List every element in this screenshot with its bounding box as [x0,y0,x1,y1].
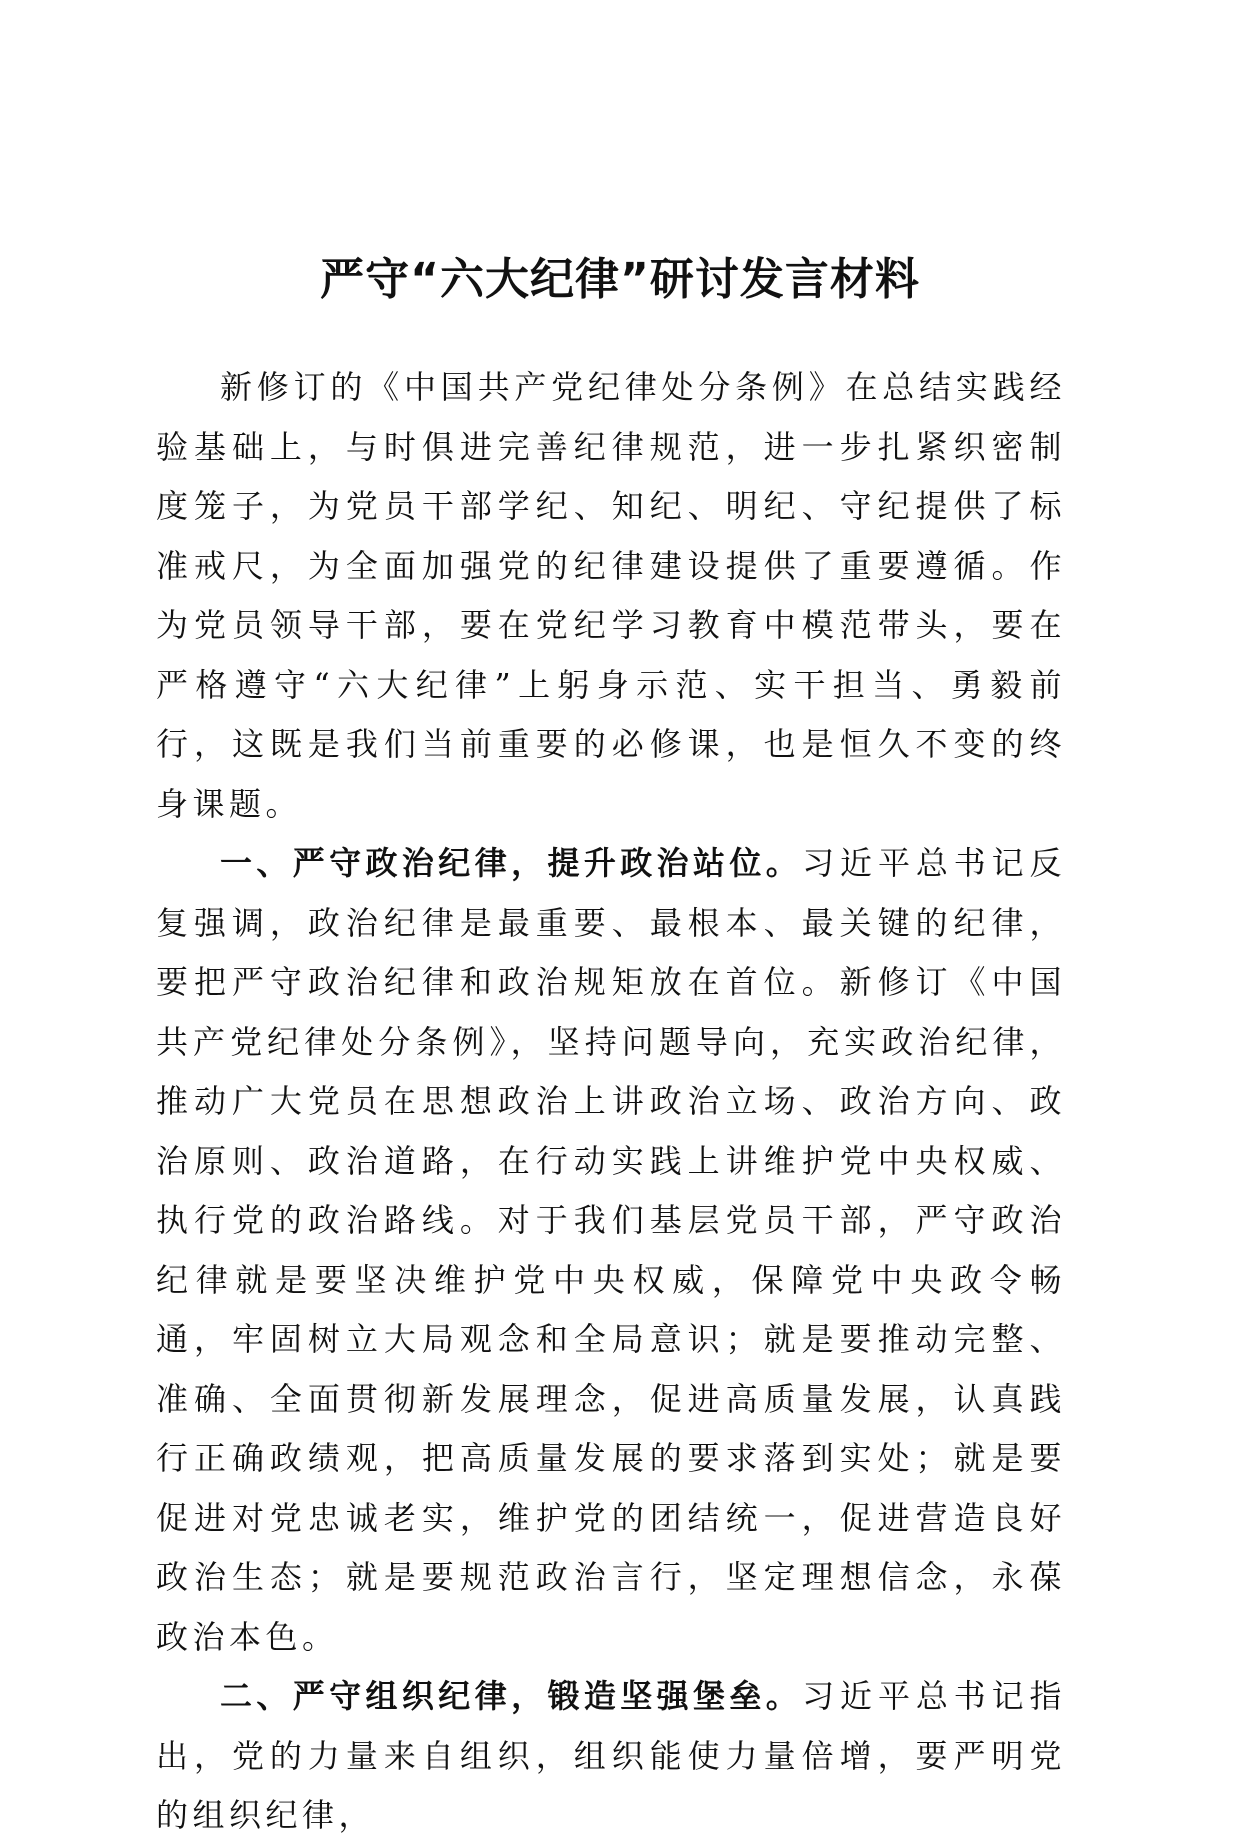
section-heading-1: 一、严守政治纪律，提升政治站位。 [220,844,803,882]
document-body [156,358,1156,1846]
intro-paragraph: 新修订的《中国共产党纪律处分条例》在总结实践经验基础上，与时俱进完善纪律规范，进一步扎紧织密制度笼子，为党员干部学纪、知纪、明纪、守纪提供了标准戒尺，为全面加强党的纪律建设提供了重要遵循。作为党员领导干部，要在党纪学习教育中模范带头，要在严格遵守“六大纪律”上躬身示范、实干担当、勇毅前行，这既是我们当前重要的必修课，也是恒久不变的终身课题。 [156,368,1066,823]
section-text-2: 习近平总书记指出，党的力量来自组织，组织能使力量倍增，要严明党的组织纪律， [156,1677,1066,1834]
section-text-1: 习近平总书记反复强调，政治纪律是最重要、最根本、最关键的纪律，要把严守政治纪律和政治规矩放在首位。新修订《中国共产党纪律处分条例》，坚持问题导向，充实政治纪律，推动广大党员在思想政治上讲政治立场、政治方向、政治原则、政治道路，在行动实践上讲维护党中央权威、执行党的政治路线。对于我们基层党员干部，严守政治纪律就是要坚决维护党中央权威，保障党中央政令畅通，牢固树立大局观念和全局意识；就是要推动完整、准确、全面贯彻新发展理念，促进高质量发展，认真践行正确政绩观，把高质量发展的要求落到实处；就是要促进对党忠诚老实，维护党的团结统一，促进营造良好政治生态；就是要规范政治言行，坚定理想信念，永葆政治本色。 [156,844,1066,1656]
section-paragraph-1 [156,834,1066,1667]
document-title: 严守“六大纪律”研讨发言材料 [320,254,920,305]
section-paragraph-2 [156,1667,1066,1846]
section-heading-2: 二、严守组织纪律，锻造坚强堡垒。 [220,1677,803,1715]
